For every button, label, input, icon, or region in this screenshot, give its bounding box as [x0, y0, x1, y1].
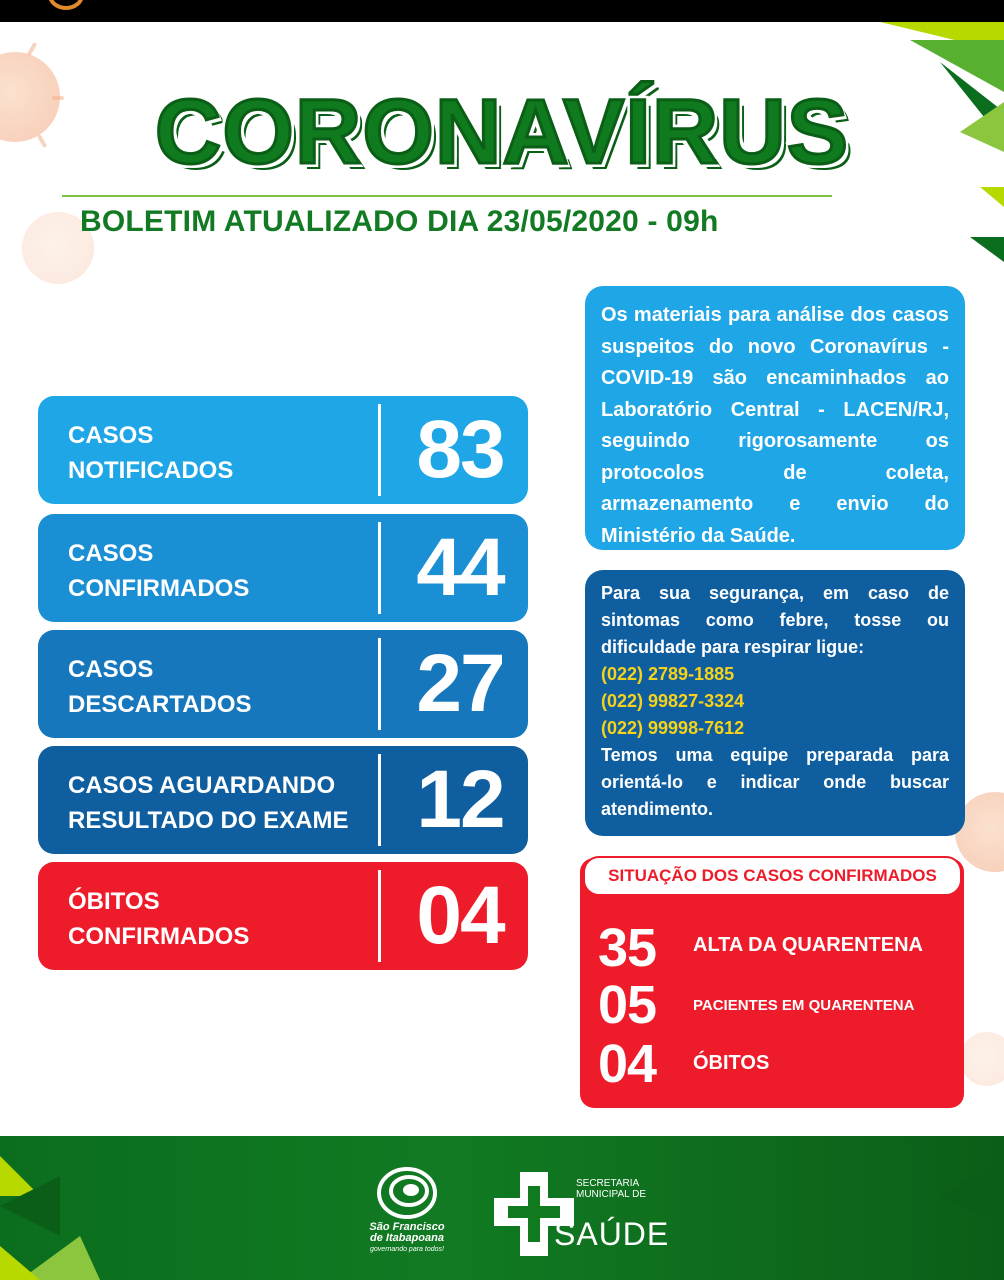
- stat-label-line: CASOS: [68, 540, 154, 567]
- spiral-logo-icon: [377, 1166, 437, 1220]
- stat-divider: [378, 404, 381, 496]
- health-logo-title: SAÚDE: [554, 1216, 670, 1252]
- situation-heading: SITUAÇÃO DOS CASOS CONFIRMADOS: [583, 856, 962, 896]
- stat-value: 44: [416, 522, 504, 613]
- health-secretariat-logo: [494, 1172, 670, 1262]
- stat-divider: [378, 870, 381, 962]
- footer-banner: [0, 1136, 1004, 1280]
- stat-label-line: CONFIRMADOS: [68, 923, 250, 950]
- city-logo-text: [352, 1222, 462, 1255]
- stat-divider: [378, 754, 381, 846]
- situation-row: [598, 1034, 958, 1094]
- city-logo-line: de Itabapoana: [370, 1232, 444, 1244]
- triangle-decoration-icon: [0, 1136, 120, 1280]
- bulletin-poster: [0, 22, 1004, 1280]
- virus-decoration-icon: [960, 1032, 1004, 1092]
- stat-label-line: CASOS: [68, 656, 154, 683]
- triangle-decoration-icon: [880, 1136, 1004, 1280]
- stat-label-line: CONFIRMADOS: [68, 575, 250, 602]
- city-logo-line: São Francisco: [369, 1221, 445, 1233]
- situation-label: ALTA DA QUARENTENA: [693, 934, 923, 956]
- stat-value: 12: [416, 754, 504, 845]
- situation-label: PACIENTES EM QUARENTENA: [693, 997, 915, 1014]
- stat-card-deaths: [38, 862, 528, 970]
- stat-value: 83: [416, 404, 504, 495]
- health-logo-line: MUNICIPAL DE: [576, 1189, 647, 1200]
- bulletin-date: BOLETIM ATUALIZADO DIA 23/05/2020 - 09h: [80, 205, 719, 238]
- stat-card-notified: [38, 396, 528, 504]
- stat-value: 27: [416, 638, 504, 729]
- title-divider: [62, 195, 832, 197]
- health-logo-line: SECRETARIA: [576, 1178, 640, 1189]
- situation-row: [598, 975, 958, 1035]
- stat-card-confirmed: [38, 514, 528, 622]
- stat-card-awaiting: [38, 746, 528, 854]
- stat-label: [68, 652, 388, 722]
- stat-divider: [378, 638, 381, 730]
- stat-label: [68, 768, 388, 838]
- stat-label-line: CASOS AGUARDANDO: [68, 772, 336, 799]
- situation-row: [598, 918, 958, 978]
- phone-number[interactable]: (022) 99998-7612: [601, 718, 745, 738]
- stat-divider: [378, 522, 381, 614]
- stat-label-line: ÓBITOS: [68, 888, 160, 915]
- page-title: CORONAVÍRUS: [154, 81, 850, 183]
- lab-info-box: [585, 286, 965, 550]
- health-logo-caption: [576, 1178, 646, 1200]
- situation-label: ÓBITOS: [693, 1052, 770, 1074]
- stat-label: [68, 418, 388, 488]
- stat-value: 04: [416, 870, 504, 961]
- stat-label-line: DESCARTADOS: [68, 691, 252, 718]
- city-logo: [352, 1166, 462, 1262]
- contact-outro: Temos uma equipe preparada para orientá-lo e indicar onde buscar atendimento.: [601, 745, 949, 819]
- situation-number: 04: [598, 1034, 657, 1094]
- situation-number: 05: [598, 975, 657, 1035]
- status-indicator-icon: [48, 0, 84, 10]
- stat-card-discarded: [38, 630, 528, 738]
- phone-number[interactable]: (022) 2789-1885: [601, 664, 735, 684]
- stat-label: [68, 884, 388, 954]
- top-status-bar: [0, 0, 1004, 22]
- city-logo-tagline: governando para todos!: [370, 1246, 444, 1253]
- phone-number[interactable]: (022) 99827-3324: [601, 691, 745, 711]
- situation-number: 35: [598, 918, 657, 978]
- contact-intro: Para sua segurança, em caso de sintomas como febre, tosse ou dificuldade para respirar ligue:: [601, 583, 949, 657]
- contact-info-box: [585, 570, 965, 836]
- lab-info-text: Os materiais para análise dos casos suspeitos do novo Coronavírus - COVID-19 são encaminhados ao Laboratório Central - LACEN/RJ, seguindo rigorosamente os protocolos de coleta, armazenamento e envio do Ministério da Saúde.: [601, 304, 949, 547]
- stat-label-line: RESULTADO DO EXAME: [68, 807, 349, 834]
- stat-label: [68, 536, 388, 606]
- stat-label-line: CASOS: [68, 422, 154, 449]
- stat-label-line: NOTIFICADOS: [68, 457, 234, 484]
